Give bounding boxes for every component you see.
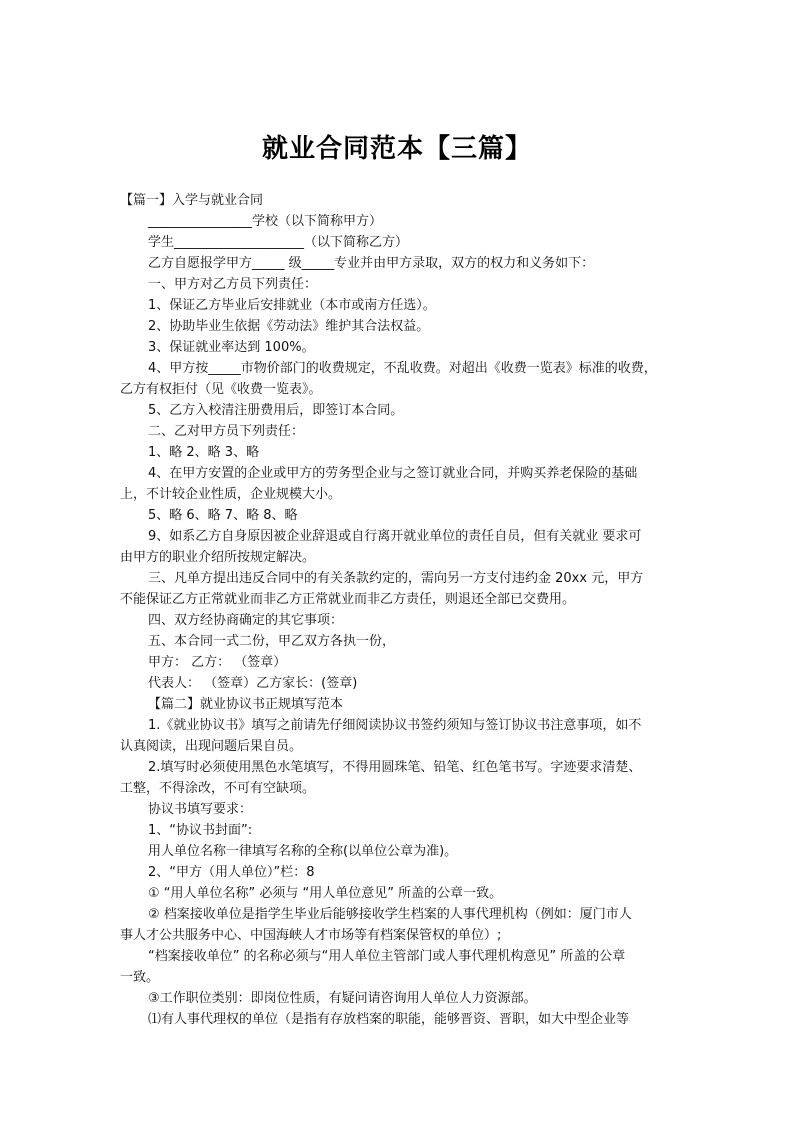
paragraph: 上，不计较企业性质，企业规模大小。 bbox=[120, 487, 342, 502]
paragraph: 由甲方的职业介绍所按规定解决。 bbox=[120, 550, 316, 565]
section-heading-1: 【篇一】入学与就业合同 bbox=[120, 193, 264, 208]
paragraph: 1、保证乙方毕业后安排就业（本市或南方任选）。 bbox=[148, 298, 436, 313]
paragraph: 三、凡单方提出违反合同中的有关条款约定的，需向另一方支付违约金 20xx 元，甲方 bbox=[148, 571, 644, 586]
paragraph: ③工作职位类别：即岗位性质，有疑问请咨询用人单位人力资源部。 bbox=[148, 991, 537, 1006]
paragraph: 一、甲方对乙方员下列责任： bbox=[148, 277, 318, 292]
paragraph: 二、乙对甲方员下列责任： bbox=[148, 424, 305, 439]
paragraph: 乙方自愿报学甲方_____ 级_____专业并由甲方录取，双方的权力和义务如下： bbox=[148, 256, 595, 271]
paragraph: 代表人： （签章）乙方家长：(签章) bbox=[148, 676, 358, 691]
paragraph: 用人单位名称一律填写名称的全称(以单位公章为准)。 bbox=[148, 844, 458, 859]
section-heading-2: 【篇二】就业协议书正规填写范本 bbox=[148, 697, 344, 712]
paragraph: 2.填写时必须使用黑色水笔填写，不得用圆珠笔、铅笔、红色笔书写。字迹要求清楚、 bbox=[148, 760, 642, 775]
paragraph: 9、如系乙方自身原因被企业辞退或自行离开就业单位的责任自员，但有关就业 要求可 bbox=[148, 529, 642, 544]
paragraph: ⑴有人事代理权的单位（是指有存放档案的职能，能够晋资、晋职，如大中型企业等 bbox=[148, 1012, 630, 1027]
paragraph: 5、乙方入校清注册费用后，即签订本合同。 bbox=[148, 403, 404, 418]
paragraph: 事人才公共服务中心、中国海峡人才市场等有档案保管权的单位）; bbox=[120, 928, 502, 943]
paragraph: 4、甲方按_____市物价部门的收费规定，不乱收费。对超出《收费一览表》标准的收费， bbox=[148, 361, 657, 376]
paragraph: 认真阅读，出现问题后果自员。 bbox=[120, 739, 303, 754]
document-body bbox=[120, 190, 680, 1030]
paragraph: 5、略 6、略 7、略 8、略 bbox=[148, 508, 298, 523]
document-title: 就业合同范本【三篇】 bbox=[261, 134, 532, 164]
paragraph: 1、“协议书封面”: bbox=[148, 823, 253, 838]
paragraph: ________________学校（以下简称甲方） bbox=[148, 214, 383, 229]
paragraph: 2、“甲方（用人单位）”栏：8 bbox=[148, 865, 315, 880]
paragraph: 乙方有权拒付（见《收费一览表》。 bbox=[120, 382, 322, 397]
paragraph: ① “用人单位名称” 必须与 “用人单位意见” 所盖的公章一致。 bbox=[148, 886, 503, 901]
paragraph: 甲方： 乙方： （签章） bbox=[148, 655, 287, 670]
paragraph: “档案接收单位” 的名称必须与“用人单位主管部门或人事代理机构意见” 所盖的公章 bbox=[148, 949, 626, 964]
paragraph: 协议书填写要求： bbox=[148, 802, 253, 817]
paragraph: 4、在甲方安置的企业或甲方的劳务型企业与之签订就业合同，并购买养老保险的基础 bbox=[148, 466, 638, 481]
paragraph: 五、本合同一式二份，甲乙双方各执一份， bbox=[148, 634, 396, 649]
paragraph: ② 档案接收单位是指学生毕业后能够接收学生档案的人事代理机构（例如：厦门市人 bbox=[148, 907, 632, 922]
paragraph: 1.《就业协议书》填写之前请先仔细阅读协议书签约须知与签订协议书注意事项，如不 bbox=[148, 718, 642, 733]
paragraph: 3、保证就业率达到 100%。 bbox=[148, 340, 315, 355]
paragraph: 学生____________________（以下简称乙方） bbox=[148, 235, 409, 250]
paragraph: 工整，不得涂改，不可有空缺项。 bbox=[120, 781, 316, 796]
paragraph: 四、双方经协商确定的其它事项： bbox=[148, 613, 344, 628]
paragraph: 1、略 2、略 3、略 bbox=[148, 445, 260, 460]
paragraph: 不能保证乙方正常就业而非乙方正常就业而非乙方责任，则退还全部已交费用。 bbox=[120, 592, 576, 607]
paragraph: 一致。 bbox=[120, 970, 160, 985]
paragraph: 2、协助毕业生依据《劳动法》维护其合法权益。 bbox=[148, 319, 430, 334]
